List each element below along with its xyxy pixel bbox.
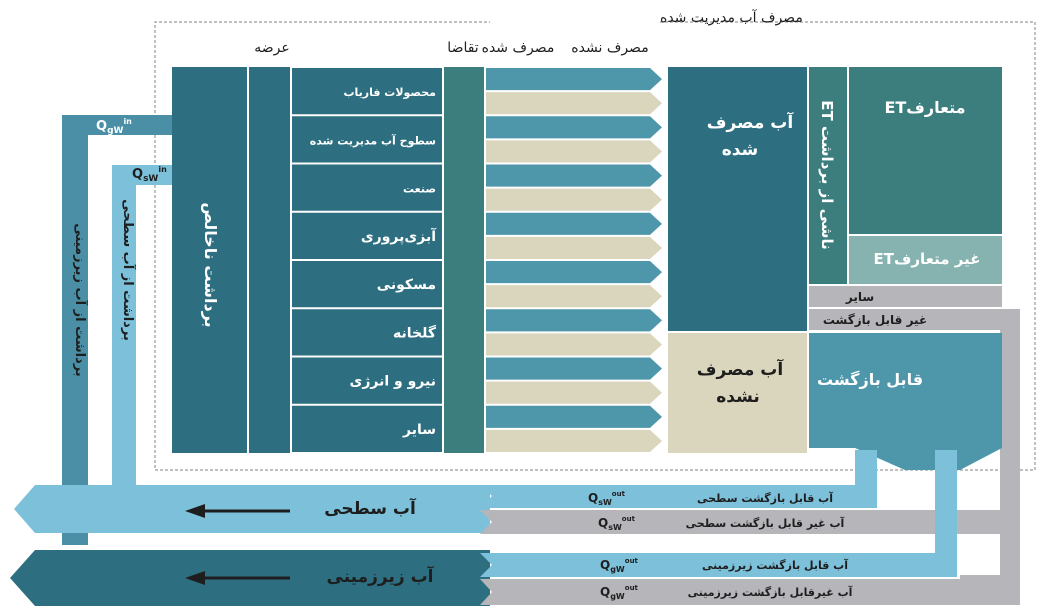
q-sw-out-1: $Q_{sW}^{out}$ bbox=[588, 490, 625, 507]
q-gw-in-label: $Q_{gW}^{in}$ bbox=[96, 117, 132, 136]
label-raw-withdrawal: برداشت ناخالص bbox=[201, 202, 220, 328]
sector-label: سایر bbox=[403, 421, 436, 438]
label-not-consumed-water-2: نشده bbox=[716, 387, 760, 407]
q-sw-in-label: $Q_{sW}^{in}$ bbox=[132, 165, 167, 184]
flow-stripes bbox=[486, 68, 662, 452]
label-surface-withdrawal: برداشت از آب سطحی bbox=[120, 199, 135, 341]
label-groundwater-withdrawal: برداشت از آب زیرزمینی bbox=[72, 223, 87, 377]
label-et-conventional: ETمتعارف bbox=[884, 98, 966, 117]
sector-label: محصولات فاریاب bbox=[343, 86, 436, 100]
sector-label: آبزی‌پروری bbox=[360, 228, 436, 245]
sector-rows bbox=[292, 68, 442, 452]
flow-stripe bbox=[486, 261, 662, 283]
flow-stripe bbox=[486, 406, 662, 428]
label-returnable: قابل بازگشت bbox=[816, 370, 924, 389]
label-surface-water: آب سطحی bbox=[324, 499, 416, 519]
label-supply: عرضه bbox=[254, 40, 290, 56]
et-conventional-box bbox=[849, 67, 1002, 234]
flow-stripe bbox=[486, 68, 662, 90]
sw-return-link bbox=[935, 510, 957, 534]
label-not-consumed-water-1: آب مصرف bbox=[696, 360, 784, 380]
flow-stripe bbox=[486, 333, 662, 355]
flow-stripe bbox=[486, 382, 662, 404]
label-non-returnable: غیر قابل بازگشت bbox=[822, 313, 928, 327]
label-consumed-water-2: شده bbox=[721, 140, 759, 160]
returnable-box bbox=[809, 333, 1002, 470]
surface-water-band bbox=[14, 485, 490, 533]
q-gw-out-1: $Q_{gW}^{out}$ bbox=[600, 557, 638, 574]
sector-label: گلخانه bbox=[393, 325, 436, 342]
q-gw-out-2: $Q_{gW}^{out}$ bbox=[600, 584, 638, 601]
sector-label: نیرو و انرژی bbox=[349, 373, 436, 390]
label-et-withdrawal: ET ناشی از برداشت bbox=[818, 100, 836, 250]
supply-column bbox=[249, 67, 290, 453]
label-other-consumption: سایر bbox=[845, 290, 875, 304]
consumed-water-box bbox=[668, 67, 807, 331]
label-sw-return: آب قابل بازگشت سطحی bbox=[696, 492, 834, 505]
flow-stripe bbox=[486, 92, 662, 114]
flow-stripe bbox=[486, 165, 662, 187]
label-consumed-water-1: آب مصرف bbox=[706, 113, 794, 133]
sector-label: صنعت bbox=[403, 182, 436, 196]
flow-stripe bbox=[486, 213, 662, 235]
flow-stripe bbox=[486, 116, 662, 138]
flow-stripe bbox=[486, 237, 662, 259]
demand-column bbox=[444, 67, 484, 453]
label-sw-nonreturn: آب غیر قابل بازگشت سطحی bbox=[685, 517, 845, 530]
label-gw-return: آب قابل بازگشت زیرزمینی bbox=[702, 559, 848, 572]
flow-stripe bbox=[486, 140, 662, 162]
label-et-unconventional: ETغیر متعارف bbox=[873, 250, 981, 268]
flow-stripe bbox=[486, 430, 662, 452]
sector-label: مسکونی bbox=[376, 277, 436, 294]
q-sw-out-2: $Q_{sW}^{out}$ bbox=[598, 515, 635, 532]
label-groundwater: آب زیرزمینی bbox=[326, 567, 434, 587]
other-box bbox=[809, 286, 1002, 307]
label-consumed: مصرف شده bbox=[481, 40, 555, 56]
label-managed-consumption: مصرف آب مدیریت شده bbox=[660, 10, 803, 26]
flow-stripe bbox=[486, 189, 662, 211]
flow-stripe bbox=[486, 358, 662, 380]
label-demand: تقاضا bbox=[447, 40, 479, 56]
flow-stripe bbox=[486, 309, 662, 331]
flow-stripe bbox=[486, 285, 662, 307]
label-not-consumed: مصرف نشده bbox=[571, 40, 649, 56]
sector-label: سطوح آب مدیریت شده bbox=[309, 134, 436, 148]
label-gw-nonreturn: آب غیرقابل بازگشت زیرزمینی bbox=[687, 586, 853, 599]
